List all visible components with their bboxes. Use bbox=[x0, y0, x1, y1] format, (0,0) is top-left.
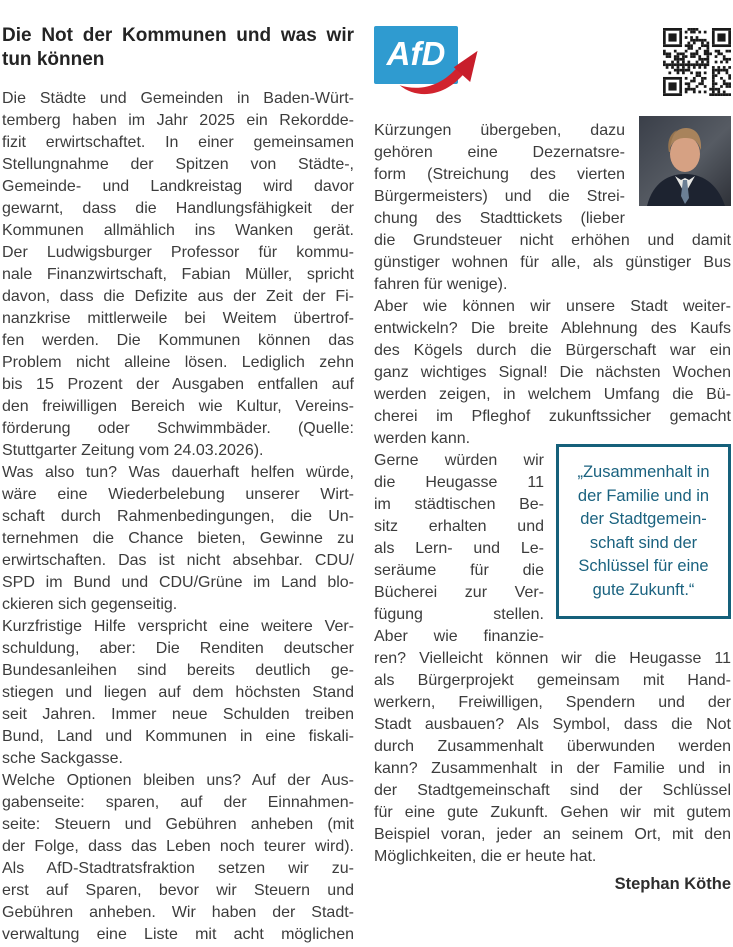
text-line: Der Ludwigsburger Professor für kommu- bbox=[2, 244, 354, 261]
text-line: seite: Steuern und Gebühren anheben (mit bbox=[2, 816, 354, 833]
text-line: der Folge, dass das Leben noch teurer wird). bbox=[2, 838, 354, 855]
afd-logo-text: AfD bbox=[386, 35, 446, 72]
article-paragraph bbox=[2, 462, 354, 616]
text-line: seit Jahren. Immer neue Schulden treiben bbox=[2, 706, 354, 723]
text-line: Stadt ausbauen? Als Symbol, dass die Not bbox=[374, 716, 731, 733]
text-line: sitz erhalten und bbox=[374, 518, 544, 535]
text-line: günstiger wohnen für alle, als günstiger Bus bbox=[374, 254, 731, 271]
text-line: ternehmen die Chance bieten, Gewinne zu bbox=[2, 530, 354, 547]
text-line: förderung oder Schwimmbäder. (Quelle: bbox=[2, 420, 354, 437]
text-line: nale Finanzwirtschaft, Fabian Müller, spricht bbox=[2, 266, 354, 283]
text-line: stiegen und liegen auf dem höchsten Stand bbox=[2, 684, 354, 701]
text-line: den freiwilligen Bereich wie Kultur, Vereins- bbox=[2, 398, 354, 415]
text-line: gabenseite: sparen, auf der Einnahmen- bbox=[2, 794, 354, 811]
text-line: fügung stellen. bbox=[374, 606, 544, 623]
text-line: Möglichkeiten, die er heute hat. bbox=[374, 848, 597, 865]
text-line: nanzkrise mittlerweile bei Weitem übertrof- bbox=[2, 310, 354, 327]
text-line: chung des Stadttickets (lieber bbox=[374, 210, 625, 227]
text-line: Gebühren anheben. Wir haben der Stadt- bbox=[2, 904, 354, 921]
text-line: cherei im Pfleghof zukunftssicher gemacht bbox=[374, 408, 731, 425]
text-line: Als AfD-Stadtratsfraktion setzen wir zu- bbox=[2, 860, 354, 877]
text-line: gute Zukunft.“ bbox=[592, 580, 695, 599]
text-line: werden zeigen, in welchem Umfang die Bü- bbox=[374, 386, 731, 403]
text-line: der Stadtgemein- bbox=[580, 510, 707, 528]
portrait-photo bbox=[639, 116, 731, 206]
text-line: tun können bbox=[2, 49, 105, 70]
text-line: Die Städte und Gemeinden in Baden-Würt- bbox=[2, 90, 354, 107]
article-paragraph bbox=[2, 770, 354, 946]
right-column-header bbox=[374, 25, 731, 95]
text-line: Bundesanleihen sind bereits deutlich ge- bbox=[2, 662, 354, 679]
text-line: SPD im Bund und CDU/Grüne im Land blo- bbox=[2, 574, 354, 591]
text-line: sche Sackgasse. bbox=[2, 750, 123, 767]
text-line: Beispiel voran, jeder an seinem Ort, mit den bbox=[374, 826, 731, 843]
text-line: gewarnt, dass die Handlungsfähigkeit der bbox=[2, 200, 354, 217]
article-headline bbox=[2, 24, 354, 72]
text-line: werden kann. bbox=[374, 430, 471, 447]
text-line: „Zusammenhalt in bbox=[577, 463, 710, 481]
text-line: Kurzfristige Hilfe verspricht eine weitere Ver- bbox=[2, 618, 354, 635]
text-line: form (Streichung des vierten bbox=[374, 166, 625, 183]
afd-logo bbox=[374, 25, 484, 95]
qr-code bbox=[663, 28, 731, 96]
text-line: erst auf Sparen, bevor wir Steuern und bbox=[2, 882, 354, 899]
left-column bbox=[0, 0, 354, 947]
text-line: Die Not der Kommunen und was wir bbox=[2, 25, 354, 46]
text-line: werkern, Freiwilligen, Spendern und der bbox=[374, 694, 731, 711]
text-line: des Kögels durch die Bürgerschaft war ein bbox=[374, 342, 731, 359]
text-line: im städtischen Be- bbox=[374, 496, 544, 513]
text-line: kann? Zusammenhalt in der Familie und in bbox=[374, 760, 731, 777]
text-line: der Familie und in bbox=[577, 486, 710, 505]
text-line: entwickeln? Die breite Ablehnung des Kaufs bbox=[374, 320, 731, 337]
text-line: schuldung, aber: Die Renditen deutscher bbox=[2, 640, 354, 657]
pull-quote-text bbox=[559, 461, 728, 602]
text-line: die Heugasse 11 bbox=[374, 474, 544, 491]
text-line: Aber wie können wir unsere Stadt weiter- bbox=[374, 298, 731, 315]
pull-quote-box bbox=[556, 444, 731, 619]
text-line: Stellungnahme der Spitzen von Städte-, bbox=[2, 156, 354, 173]
text-line: davon, dass die Defizite aus der Zeit der Fi- bbox=[2, 288, 354, 305]
text-line: Schlüssel für eine bbox=[578, 557, 709, 575]
text-line: Gemeinde- und Landkreistag wird davor bbox=[2, 178, 354, 195]
text-line: Was also tun? Was dauerhaft helfen würde, bbox=[2, 464, 354, 481]
text-line: Bund, Land und Kommunen in eine fiskali- bbox=[2, 728, 354, 745]
text-line: der Stadtgemeinschaft sind der Schlüssel bbox=[374, 782, 731, 799]
text-line: Problem nicht alleine lösen. Lediglich zehn bbox=[2, 354, 354, 371]
text-line: gehören eine Dezernatsre- bbox=[374, 144, 625, 161]
text-line: als Bürgerprojekt gemeinsam mit Hand- bbox=[374, 672, 731, 689]
text-line: schaft durch Rahmenbedingungen, die Un- bbox=[2, 508, 354, 525]
text-line: wäre eine Wiederbelebung unserer Wirt- bbox=[2, 486, 354, 503]
text-line: ganz wichtiges Signal! Die nächsten Wochen bbox=[374, 364, 731, 381]
right-column-text bbox=[374, 120, 731, 895]
text-line: fahren für wenige). bbox=[374, 276, 508, 293]
text-line: Bücherei zur Ver- bbox=[374, 584, 544, 601]
text-line: Aber wie finanzie- bbox=[374, 628, 544, 645]
article-paragraph bbox=[2, 88, 354, 462]
text-line: ckieren sich gegenseitig. bbox=[2, 596, 178, 613]
text-line: Stuttgarter Zeitung vom 24.03.2026). bbox=[2, 442, 264, 459]
portrait-photo-image bbox=[639, 116, 731, 206]
text-line: bis 15 Prozent der Ausgaben entfallen auf bbox=[2, 376, 354, 393]
text-line: erwirtschaften. Das ist nicht absehbar. CDU/ bbox=[2, 552, 354, 569]
text-line: Kommunen allmählich ins Wanken gerät. bbox=[2, 222, 354, 239]
text-line: Kürzungen übergeben, dazu bbox=[374, 122, 625, 139]
text-line: Welche Optionen bleiben uns? Auf der Aus- bbox=[2, 772, 354, 789]
afd-swoosh-arrow-icon bbox=[398, 49, 480, 97]
text-line: die Grundsteuer nicht erhöhen und damit bbox=[374, 232, 731, 249]
text-line: temberg haben im Jahr 2025 ein Rekordde- bbox=[2, 112, 354, 129]
text-line: schaft sind der bbox=[589, 533, 698, 552]
text-line: Bürgermeisters) und die Strei- bbox=[374, 188, 625, 205]
text-line: verwaltung eine Liste mit acht möglichen bbox=[2, 926, 354, 943]
article-paragraph bbox=[2, 616, 354, 770]
text-line: fizit erwirtschaftet. In einer gemeinsamen bbox=[2, 134, 354, 151]
text-line: ren? Vielleicht können wir die Heugasse 11 bbox=[374, 650, 731, 667]
text-line: als Lern- und Le- bbox=[374, 540, 544, 557]
text-line: fen werden. Die Kommunen können das bbox=[2, 332, 354, 349]
article-paragraph bbox=[374, 296, 731, 450]
text-line: Gerne würden wir bbox=[374, 452, 544, 469]
text-line: durch Zusammenhalt überwunden werden bbox=[374, 738, 731, 755]
text-line: seräume für die bbox=[374, 562, 544, 579]
author-signature: Stephan Köthe bbox=[614, 875, 731, 893]
text-line: für eine gute Zukunft. Gehen wir mit gutem bbox=[374, 804, 731, 821]
right-column bbox=[374, 0, 731, 947]
